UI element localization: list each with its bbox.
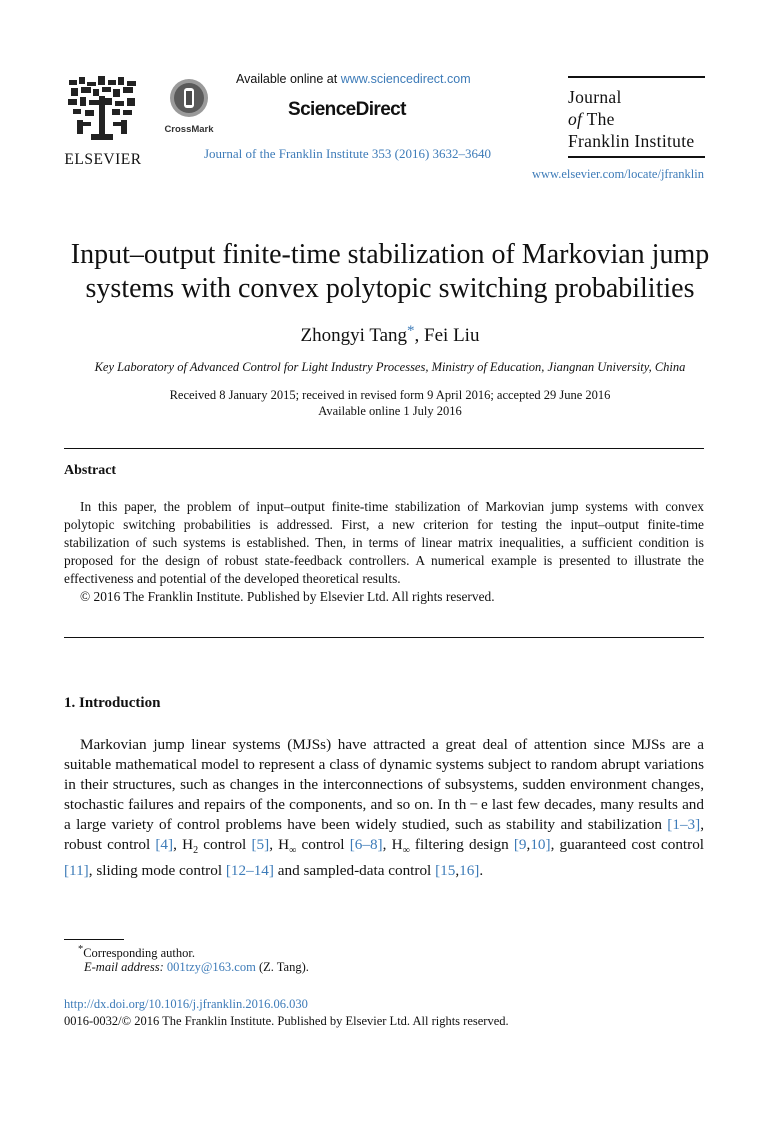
- journal-logo-line2: [568, 108, 705, 130]
- article-dates: [40, 387, 740, 419]
- abstract-copyright: © 2016 The Franklin Institute. Published by Elsevier Ltd. All rights reserved.: [80, 589, 495, 604]
- intro-text: , H: [173, 836, 194, 853]
- crossmark-label: CrossMark: [164, 124, 214, 135]
- doi-link: [64, 997, 308, 1012]
- introduction-paragraph: [64, 735, 704, 881]
- elsevier-logo[interactable]: [62, 74, 144, 168]
- citation-link[interactable]: [12–14]: [225, 862, 274, 880]
- journal-logo-line1: Journal: [568, 87, 622, 107]
- intro-text: , robust control: [64, 816, 704, 853]
- affiliation: Key Laboratory of Advanced Control for Light Industry Processes, Ministry of Education, Jiangnan University, China: [94, 360, 686, 374]
- author-separator: ,: [414, 325, 425, 346]
- infinity-subscript: ∞: [402, 845, 410, 857]
- intro-text: Markovian jump linear systems (MJSs) have attracted a great deal of attention since MJSs are a suitable mathematical model to represent a class of dynamic systems subject to random abrupt variations in their structures, such as changes in the interconnections of subsystems, sudden environment changes, stochastic failures and repairs of the components, and so on. In th − e last few decades, many results and a large variety of control problems have been widely studied, such as stability and stabilization: [64, 736, 704, 833]
- issn-copyright: 0016-0032/© 2016 The Franklin Institute. Published by Elsevier Ltd. All rights reserved.: [64, 1014, 509, 1028]
- available-online-date: Available online 1 July 2016: [318, 404, 462, 418]
- journal-logo-bottom-rule: [568, 156, 705, 158]
- corresponding-author-mark[interactable]: *: [407, 323, 415, 339]
- intro-text: and sampled-data control: [273, 862, 436, 880]
- intro-text: , sliding mode control: [88, 862, 226, 880]
- footnote-text: Corresponding author.: [83, 946, 195, 961]
- crossmark-icon: [169, 78, 209, 118]
- h2-subscript: 2: [193, 845, 199, 857]
- title-line-2: systems with convex polytopic switching probabilities: [85, 273, 695, 304]
- infinity-subscript: ∞: [289, 845, 297, 857]
- title-line-1: Input–output finite-time stabilization of Markovian jump: [70, 239, 710, 270]
- sciencedirect-link[interactable]: www.sciencedirect.com: [340, 72, 471, 86]
- abstract-top-rule: [64, 448, 704, 449]
- abstract-bottom-rule: [64, 637, 704, 638]
- intro-text: , guaranteed cost control: [550, 836, 705, 853]
- sciencedirect-logo[interactable]: ScienceDirect: [288, 99, 406, 120]
- citation-link[interactable]: [1–3]: [667, 816, 701, 833]
- available-online: [236, 72, 471, 86]
- intro-text: , H: [382, 836, 403, 853]
- citation-separator: ,: [455, 862, 460, 880]
- email-owner: (Z. Tang).: [255, 960, 309, 974]
- received-dates: Received 8 January 2015; received in revised form 9 April 2016; accepted 29 June 2016: [169, 388, 611, 402]
- article-title: [40, 238, 740, 306]
- elsevier-tree-icon: [65, 74, 141, 144]
- email-footnote: [84, 960, 309, 975]
- email-link[interactable]: 001tzy@163.com: [166, 960, 256, 974]
- journal-citation[interactable]: Journal of the Franklin Institute 353 (2016) 3632–3640: [204, 146, 492, 161]
- footnote-mark: *: [78, 944, 84, 955]
- crossmark-badge[interactable]: [163, 78, 215, 135]
- citation-link[interactable]: [5]: [251, 836, 270, 853]
- journal-logo-of: of: [568, 109, 583, 129]
- abstract-heading: Abstract: [64, 463, 117, 478]
- email-label: E-mail address:: [84, 960, 167, 974]
- corresponding-author-footnote: [78, 944, 195, 961]
- publisher-name: ELSEVIER: [64, 151, 142, 168]
- introduction-body: [64, 735, 704, 881]
- intro-text: control: [198, 836, 252, 853]
- journal-logo: [568, 76, 705, 158]
- citation-link[interactable]: [11]: [64, 862, 89, 880]
- citation-separator: ,: [526, 836, 531, 853]
- citation-link[interactable]: 10]: [530, 836, 551, 853]
- journal-url-link[interactable]: www.elsevier.com/locate/jfranklin: [531, 167, 704, 181]
- author-list: [0, 323, 780, 347]
- journal-logo-the: The: [582, 109, 615, 129]
- abstract-body: [64, 498, 704, 606]
- author-name[interactable]: Fei Liu: [424, 325, 480, 346]
- intro-text: filtering design: [409, 836, 514, 853]
- intro-text: , H: [269, 836, 290, 853]
- citation-link[interactable]: [15: [435, 862, 456, 880]
- footnote-rule: [64, 939, 124, 940]
- intro-text: .: [479, 862, 484, 880]
- citation-link[interactable]: [9: [513, 836, 527, 853]
- citation-link[interactable]: [6–8]: [349, 836, 383, 853]
- citation-link[interactable]: [4]: [155, 836, 174, 853]
- intro-text: control: [296, 836, 350, 853]
- available-online-prefix: Available online at: [236, 72, 341, 86]
- author-name[interactable]: Zhongyi Tang: [300, 325, 408, 346]
- journal-logo-line3: Franklin Institute: [568, 131, 695, 151]
- doi-url[interactable]: http://dx.doi.org/10.1016/j.jfranklin.2016.06.030: [64, 997, 308, 1011]
- abstract-text: In this paper, the problem of input–output finite-time stabilization of Markovian jump systems with convex polytopic switching probabilities is addressed. First, a new criterion for testing the input–output finite-time stabilization of such systems is established. Then, in terms of linear matrix inequalities, a sufficient condition is proposed for the design of robust state-feedback controllers. A numerical example is presented to illustrate the effectiveness and potential of the developed theoretical results.: [64, 499, 704, 586]
- citation-link[interactable]: 16]: [459, 862, 480, 880]
- section-heading-introduction: 1. Introduction: [64, 695, 161, 711]
